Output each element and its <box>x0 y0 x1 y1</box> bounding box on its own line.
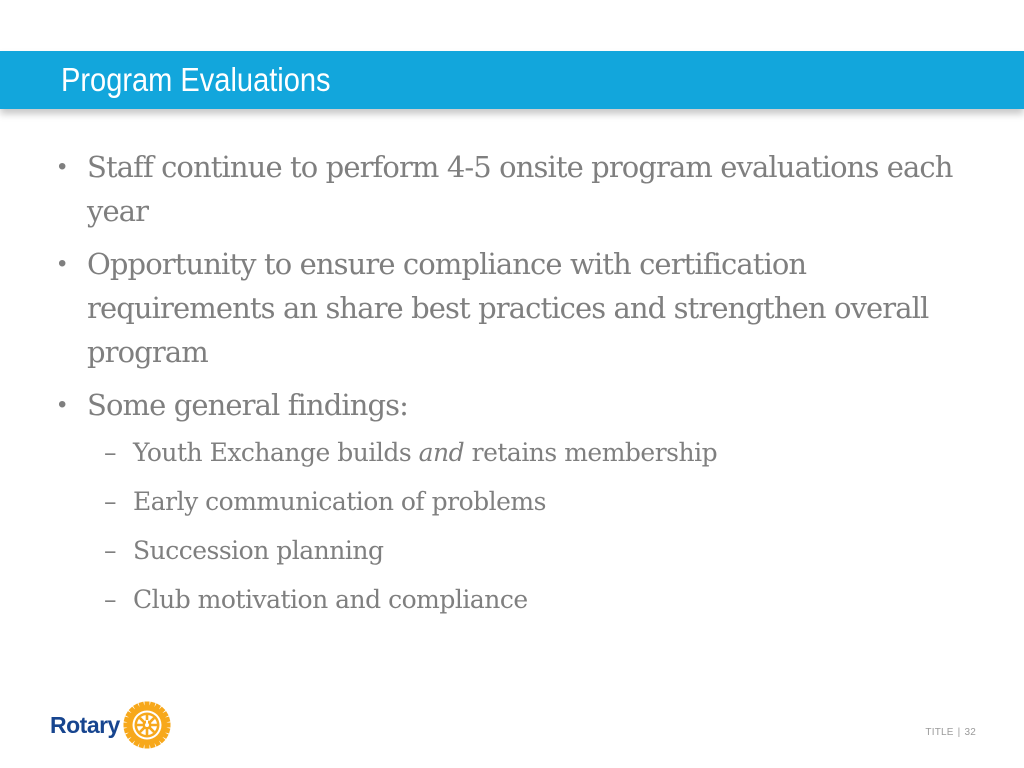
bullet-item <box>58 242 978 374</box>
sub-bullet-text: Club motivation and compliance <box>133 585 528 614</box>
sub-bullet-item <box>58 583 978 617</box>
slide-content <box>58 145 978 632</box>
title-bar <box>0 51 1024 109</box>
bullet-item <box>58 383 978 427</box>
sub-bullet-item <box>58 534 978 568</box>
sub-bullet-item <box>58 436 978 470</box>
bullet-marker: • <box>58 391 66 418</box>
slide-footer <box>0 690 1024 768</box>
emphasis-text: and <box>418 438 465 467</box>
rotary-wheel-icon <box>122 700 172 750</box>
bullet-item <box>58 145 978 233</box>
slide-title: Program Evaluations <box>61 61 331 98</box>
logo-text: Rotary <box>50 711 120 738</box>
bullet-text: Staff continue to perform 4-5 onsite program evaluations each year <box>87 150 953 228</box>
page-reference <box>925 727 976 738</box>
bullet-marker: • <box>58 153 66 180</box>
rotary-logo <box>50 700 172 750</box>
dash-marker: – <box>104 585 116 614</box>
sub-bullet-text-start: Youth Exchange builds <box>133 438 419 467</box>
sub-bullet-list <box>58 436 978 617</box>
sub-bullet-text: Succession planning <box>133 536 384 565</box>
sub-bullet-item <box>58 485 978 519</box>
bullet-marker: • <box>58 250 66 277</box>
bullet-text: Some general findings: <box>87 388 409 422</box>
dash-marker: – <box>104 438 116 467</box>
sub-bullet-text: Early communication of problems <box>133 487 546 516</box>
page-number: 32 <box>964 727 976 738</box>
sub-bullet-text-end: retains membership <box>464 438 718 467</box>
dash-marker: – <box>104 487 116 516</box>
bullet-text: Opportunity to ensure compliance with certification requirements an share best practices and strengthen overall program <box>87 247 929 369</box>
section-label: TITLE <box>925 727 954 738</box>
separator: | <box>957 727 961 738</box>
dash-marker: – <box>104 536 116 565</box>
